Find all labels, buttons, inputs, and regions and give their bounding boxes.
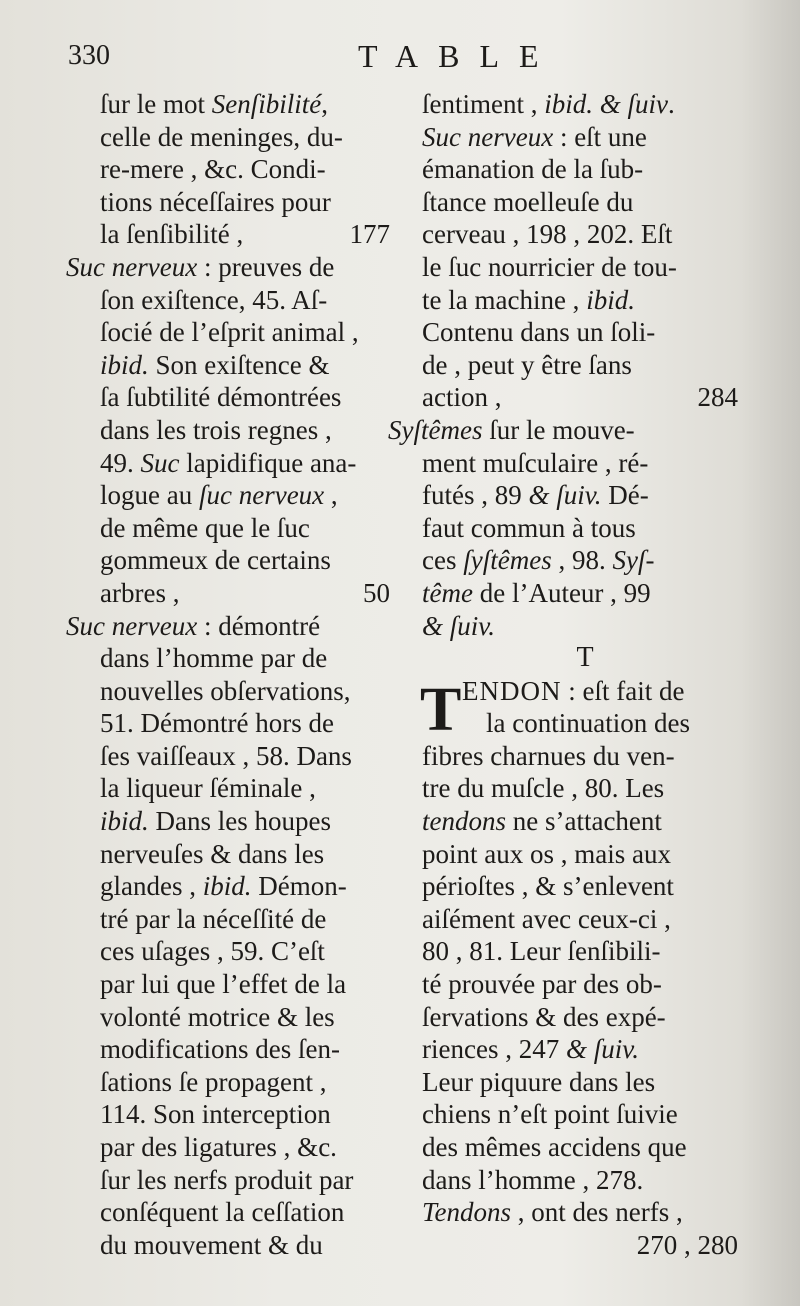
- line-text: [100, 317, 359, 347]
- text-run: ſations ſe propagent ,: [100, 1066, 327, 1097]
- index-line: [422, 1229, 738, 1262]
- index-line: [422, 218, 738, 251]
- text-run: celle de meninges, du-: [100, 121, 343, 152]
- line-text: [100, 1230, 323, 1260]
- index-line: [422, 935, 738, 968]
- line-text: [100, 904, 326, 934]
- line-text: [100, 480, 338, 510]
- line-text: [100, 122, 343, 152]
- line-text: [100, 1002, 335, 1032]
- index-line: [100, 1033, 390, 1066]
- italic-text: ibid.: [586, 284, 635, 315]
- line-text: [422, 936, 660, 966]
- text-run: périoſtes , & s’enlevent: [422, 871, 674, 902]
- text-run: nouvelles obſervations,: [100, 675, 351, 706]
- line-text: [422, 545, 654, 575]
- index-line: [422, 1131, 738, 1164]
- line-text: [100, 545, 331, 575]
- text-run: ſtance moelleuſe du: [422, 186, 634, 217]
- text-run: aiſément avec ceux-ci ,: [422, 903, 671, 934]
- index-line: [422, 805, 738, 838]
- line-text: [100, 741, 352, 771]
- text-run: ſon exiſtence, 45. Aſ-: [100, 284, 328, 315]
- index-line: [66, 251, 390, 284]
- tendon-headword: ENDON: [462, 675, 562, 706]
- line-text: [422, 904, 671, 934]
- text-run: le ſuc nourricier de tou-: [422, 251, 677, 282]
- index-line: [422, 870, 738, 903]
- index-line: [100, 740, 390, 773]
- line-text: [422, 773, 664, 803]
- index-line: [100, 121, 390, 154]
- line-text: [66, 611, 320, 641]
- index-line: [422, 772, 738, 805]
- text-run: Dans les houpes: [148, 806, 331, 837]
- section-letter: T: [576, 642, 594, 674]
- text-run: ces uſages , 59. C’eſt: [100, 936, 325, 967]
- index-line: [422, 153, 738, 186]
- line-text: [100, 839, 324, 869]
- index-line: [100, 1066, 390, 1099]
- index-line: [422, 1098, 738, 1131]
- index-line: [100, 1131, 390, 1164]
- index-line: [422, 544, 738, 577]
- italic-text: Tendons: [422, 1197, 512, 1228]
- italic-text: Suc: [140, 447, 180, 478]
- line-text: [422, 252, 677, 282]
- line-text: [422, 317, 655, 347]
- text-run: ces: [422, 545, 464, 576]
- index-line: [100, 1196, 390, 1229]
- text-run: glandes ,: [100, 871, 203, 902]
- page-number: 330: [68, 40, 110, 71]
- text-run: 49.: [100, 447, 141, 478]
- text-run: dans l’homme , 278.: [422, 1164, 644, 1195]
- line-text: [422, 1132, 687, 1162]
- text-run: conſéquent la ceſſation: [100, 1197, 345, 1228]
- text-run: ſa ſubtilité démontrées: [100, 382, 342, 413]
- index-line: [100, 772, 390, 805]
- index-line: [100, 642, 390, 675]
- index-line: [100, 1098, 390, 1131]
- text-run: : démontré: [197, 610, 321, 641]
- text-run: ,: [324, 480, 338, 511]
- line-text: [422, 154, 643, 184]
- text-run: point aux os , mais aux: [422, 838, 671, 869]
- index-line: [100, 903, 390, 936]
- index-line: [422, 577, 738, 610]
- italic-text: Senſibilité: [211, 89, 322, 119]
- line-text: [100, 1099, 331, 1129]
- text-run: .: [667, 89, 675, 119]
- italic-text: Suc nerveux: [66, 251, 198, 282]
- left-column: [66, 88, 390, 1261]
- index-line: [100, 675, 390, 708]
- drop-cap: T: [420, 675, 462, 744]
- text-run: : preuves de: [197, 251, 335, 282]
- tendon-second-line: la continuation des: [486, 708, 690, 739]
- index-line: [422, 903, 738, 936]
- italic-text: ſuc nerveux: [198, 480, 325, 511]
- text-run: Leur piquure dans les: [422, 1066, 656, 1097]
- line-text: [100, 806, 331, 836]
- line-text: [100, 448, 356, 478]
- right-column: [388, 88, 738, 1261]
- page-header: [68, 38, 760, 82]
- index-line: [100, 1164, 390, 1197]
- text-run: de l’Auteur , 99: [472, 577, 651, 608]
- index-line: [422, 349, 738, 382]
- text-run: lapidifique ana-: [179, 447, 357, 478]
- index-line: [422, 186, 738, 219]
- text-run: , ont des nerfs ,: [511, 1197, 683, 1228]
- line-text: [422, 187, 633, 217]
- text-run: ſur le mouve-: [482, 414, 635, 445]
- line-text: [422, 448, 648, 478]
- index-line: [422, 1001, 738, 1034]
- text-run: dans l’homme par de: [100, 643, 328, 674]
- line-text: [100, 382, 341, 412]
- index-line: [100, 544, 390, 577]
- line-text: [100, 773, 316, 803]
- italic-text: Suc nerveux: [66, 610, 198, 641]
- text-run: modifications des ſen-: [100, 1034, 340, 1065]
- line-text: [422, 219, 672, 249]
- text-run: , 98.: [551, 545, 613, 576]
- italic-text: ſyſtêmes: [463, 545, 552, 576]
- text-run: ſervations & des expé-: [422, 1001, 666, 1032]
- line-text: [422, 1197, 683, 1227]
- line-text: [100, 513, 310, 543]
- italic-text: ibid.: [100, 806, 149, 837]
- text-run: Contenu dans un ſoli-: [422, 317, 656, 348]
- index-line: [422, 88, 738, 121]
- page-reference: 177: [349, 219, 390, 250]
- text-run: té prouvée par des ob-: [422, 969, 662, 1000]
- line-text: [100, 936, 325, 966]
- line-text: [422, 839, 671, 869]
- index-line: [100, 707, 390, 740]
- line-text: [100, 1034, 340, 1064]
- line-text: [100, 969, 346, 999]
- italic-text: & ſuiv.: [422, 610, 495, 641]
- line-text: [422, 741, 675, 771]
- text-run: chiens n’eſt point ſuivie: [422, 1099, 678, 1130]
- index-line: [100, 88, 390, 121]
- line-text: [422, 1034, 639, 1064]
- text-run: arbres ,: [100, 577, 180, 608]
- line-text: [100, 415, 332, 445]
- italic-text: ibid. & ſuiv: [544, 89, 668, 119]
- index-line: [422, 121, 738, 154]
- text-run: Démon-: [251, 871, 347, 902]
- line-text: [100, 285, 327, 315]
- line-text: [422, 350, 632, 380]
- text-run: dans les trois regnes ,: [100, 414, 332, 445]
- index-line: [100, 414, 390, 447]
- index-line: [422, 284, 738, 317]
- text-run: 51. Démontré hors de: [100, 708, 334, 739]
- text-run: ſes vaiſſeaux , 58. Dans: [100, 740, 352, 771]
- line-text: [422, 969, 662, 999]
- line-text: [100, 708, 334, 738]
- text-run: ment muſculaire , ré-: [422, 447, 649, 478]
- text-run: volonté motrice & les: [100, 1001, 335, 1032]
- line-text: [100, 676, 350, 706]
- text-run: ſur le mot: [100, 89, 212, 119]
- index-line: [100, 935, 390, 968]
- index-line: [100, 838, 390, 871]
- line-text: [422, 578, 651, 608]
- index-line: [100, 447, 390, 480]
- index-line: [422, 838, 738, 871]
- tendon-first-line: [422, 675, 738, 708]
- line-text: [100, 187, 331, 217]
- index-line: [100, 381, 390, 414]
- index-line: [100, 577, 390, 610]
- line-text: [100, 1197, 344, 1227]
- index-line: [100, 1229, 390, 1262]
- index-line: [422, 610, 738, 643]
- italic-text: & ſuiv.: [528, 480, 602, 511]
- line-text: [100, 350, 329, 380]
- line-text: [100, 1132, 337, 1162]
- index-line: [100, 968, 390, 1001]
- line-text: [100, 89, 328, 119]
- text-run: riences , 247: [422, 1034, 566, 1065]
- text-run: ne s’attachent: [506, 806, 662, 837]
- line-text: [422, 806, 662, 836]
- index-line: [100, 218, 390, 251]
- index-line: [422, 381, 738, 414]
- line-text: [100, 218, 243, 251]
- text-run: Dé-: [601, 480, 649, 511]
- italic-text: Suc nerveux: [422, 121, 554, 152]
- line-text: [388, 415, 635, 445]
- text-run: logue au: [100, 480, 199, 511]
- text-run: futés , 89: [422, 480, 529, 511]
- index-line: [100, 316, 390, 349]
- index-line: [100, 284, 390, 317]
- index-line: [422, 512, 738, 545]
- line-text: [100, 1067, 326, 1097]
- index-line: [422, 1033, 738, 1066]
- index-line: [422, 447, 738, 480]
- text-run: ſentiment ,: [422, 89, 545, 119]
- text-run: tré par la néceſſité de: [100, 903, 327, 934]
- text-run: fibres charnues du ven-: [422, 740, 675, 771]
- index-line: [100, 870, 390, 903]
- line-text: [100, 1165, 353, 1195]
- line-text: [422, 381, 501, 414]
- text-run: Son exiſtence &: [148, 349, 330, 380]
- index-line: [422, 316, 738, 349]
- italic-text: ibid.: [202, 871, 252, 902]
- index-line: [422, 1066, 738, 1099]
- page-reference: 270 , 280: [636, 1229, 738, 1260]
- line-text: [422, 513, 636, 543]
- text-run: 114. Son interception: [100, 1099, 331, 1130]
- index-line: [100, 512, 390, 545]
- line-text: [422, 480, 649, 510]
- running-title: TABLE: [358, 38, 559, 74]
- line-text: [100, 577, 179, 610]
- index-line: [100, 1001, 390, 1034]
- italic-text: ibid.: [100, 349, 149, 380]
- line-text: [422, 611, 495, 641]
- italic-text: & ſuiv.: [565, 1034, 639, 1065]
- index-line: [100, 805, 390, 838]
- index-line: [422, 1164, 738, 1197]
- line-text: [422, 122, 647, 152]
- line-text: [422, 89, 675, 119]
- text-run: action ,: [422, 382, 502, 413]
- index-line: [422, 1196, 738, 1229]
- line-text: [100, 154, 326, 184]
- page-reference: 284: [697, 382, 738, 413]
- italic-text: Syſ-: [612, 545, 655, 576]
- text-run: par des ligatures , &c.: [100, 1132, 337, 1162]
- index-line: [100, 349, 390, 382]
- text-run: ſocié de l’eſprit animal ,: [100, 317, 359, 348]
- italic-text: tendons: [422, 806, 506, 837]
- text-run: ſur les nerfs produit par: [100, 1164, 354, 1195]
- text-run: du mouvement & du: [100, 1229, 323, 1260]
- text-run: tions néceſſaires pour: [100, 186, 331, 217]
- line-text: [422, 1165, 643, 1195]
- text-run: cerveau , 198 , 202. Eſt: [422, 219, 673, 250]
- index-line: [66, 610, 390, 643]
- text-run: te la machine ,: [422, 284, 587, 315]
- text-run: re-mere , &c. Condi-: [100, 154, 326, 185]
- line-text: [422, 1099, 678, 1129]
- line-text: [66, 252, 334, 282]
- index-line: [422, 740, 738, 773]
- index-line: [388, 414, 738, 447]
- text-run: nerveuſes & dans les: [100, 838, 325, 869]
- line-text: [422, 285, 635, 315]
- text-run: 80 , 81. Leur ſenſibili-: [422, 936, 661, 967]
- index-line: [422, 968, 738, 1001]
- text-run: la liqueur ſéminale ,: [100, 773, 316, 804]
- italic-text: Syſtêmes: [388, 414, 483, 445]
- line-text: [100, 643, 327, 673]
- italic-text: tême: [422, 577, 473, 608]
- index-line: [100, 153, 390, 186]
- right-column-bottom: [422, 740, 738, 1262]
- text-run: gommeux de certains: [100, 545, 331, 576]
- text-run: : eſt une: [553, 121, 647, 152]
- text-run: la ſenſibilité ,: [100, 219, 244, 250]
- text-run: émanation de la ſub-: [422, 154, 644, 185]
- page-reference: 50: [363, 577, 390, 608]
- index-line: [100, 186, 390, 219]
- text-run: de même que le ſuc: [100, 512, 310, 543]
- right-column-top: [388, 88, 738, 642]
- index-line: [100, 479, 390, 512]
- text-run: par lui que l’effet de la: [100, 969, 347, 1000]
- text-run: de , peut y être ſans: [422, 349, 632, 380]
- index-line: [422, 251, 738, 284]
- line-text: [422, 1002, 666, 1032]
- text-run: tre du muſcle , 80. Les: [422, 773, 665, 804]
- line-text: [100, 871, 347, 901]
- line-text: [422, 1067, 655, 1097]
- text-run: des mêmes accidens que: [422, 1132, 687, 1162]
- tendon-entry: [420, 675, 738, 744]
- tendon-first-line-rest: : eſt fait de: [561, 675, 685, 706]
- line-text: [422, 871, 674, 901]
- text-run: ,: [321, 89, 328, 119]
- index-line: [422, 479, 738, 512]
- text-run: faut commun à tous: [422, 512, 636, 543]
